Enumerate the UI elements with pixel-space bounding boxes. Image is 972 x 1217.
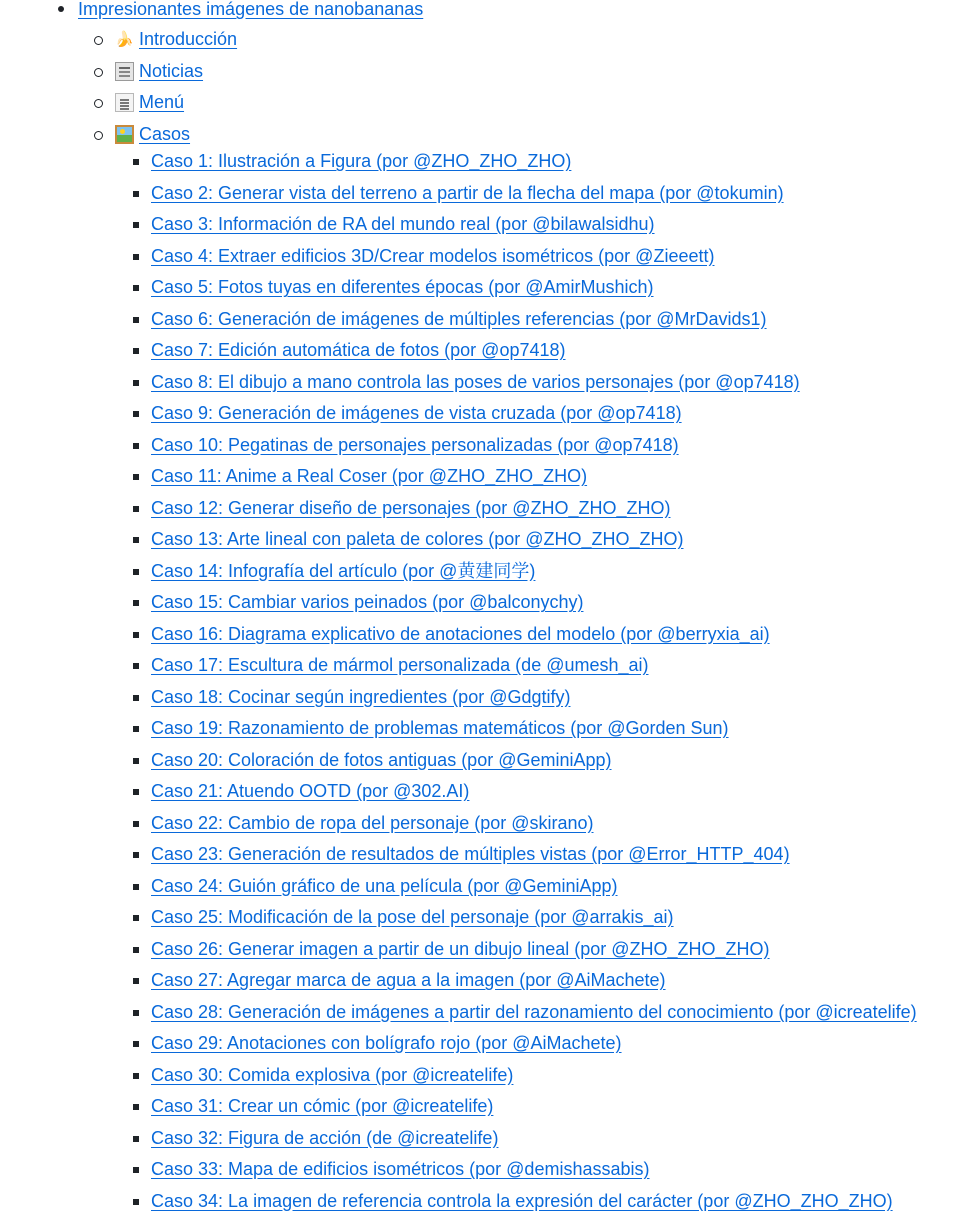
case-list-item [115, 808, 972, 840]
case-link[interactable]: Caso 4: Extraer edificios 3D/Crear modelos isométricos (por @Zieeett) [151, 246, 714, 266]
case-link[interactable]: Caso 7: Edición automática de fotos (por @op7418) [151, 340, 566, 360]
case-link[interactable]: Caso 16: Diagrama explicativo de anotaciones del modelo (por @berryxia_ai) [151, 624, 770, 644]
square-bullet-icon [133, 380, 139, 386]
case-link[interactable]: Caso 25: Modificación de la pose del personaje (por @arrakis_ai) [151, 907, 674, 927]
case-list-item [115, 871, 972, 903]
toc-section-link-3[interactable]: Casos [139, 119, 190, 151]
square-bullet-icon [133, 852, 139, 858]
toc-section-item [78, 56, 972, 88]
toc-section-row [115, 24, 972, 56]
case-list-item [115, 398, 972, 430]
square-bullet-icon [133, 758, 139, 764]
case-list-item [115, 1060, 972, 1092]
case-link[interactable]: Caso 29: Anotaciones con bolígrafo rojo (por @AiMachete) [151, 1033, 622, 1053]
case-list-item [115, 178, 972, 210]
square-bullet-icon [133, 1104, 139, 1110]
case-link[interactable]: Caso 21: Atuendo OOTD (por @302.AI) [151, 781, 469, 801]
toc-section-item [78, 24, 972, 56]
square-bullet-icon [133, 947, 139, 953]
square-bullet-icon [133, 1167, 139, 1173]
case-list-item [115, 650, 972, 682]
case-link[interactable]: Caso 23: Generación de resultados de múltiples vistas (por @Error_HTTP_404) [151, 844, 790, 864]
case-link[interactable]: Caso 13: Arte lineal con paleta de colores (por @ZHO_ZHO_ZHO) [151, 529, 684, 549]
square-bullet-icon [133, 1136, 139, 1142]
square-bullet-icon [133, 600, 139, 606]
case-link[interactable]: Caso 30: Comida explosiva (por @icreatelife) [151, 1065, 513, 1085]
square-bullet-icon [133, 915, 139, 921]
toc-title-link[interactable]: Impresionantes imágenes de nanobananas [78, 0, 423, 19]
case-list-item [115, 304, 972, 336]
circle-bullet-icon [94, 131, 103, 140]
toc-section-item [78, 119, 972, 1217]
case-link[interactable]: Caso 11: Anime a Real Coser (por @ZHO_ZHO_ZHO) [151, 466, 587, 486]
disc-bullet-icon [58, 6, 64, 12]
square-bullet-icon [133, 285, 139, 291]
case-list-item [115, 430, 972, 462]
square-bullet-icon [133, 191, 139, 197]
case-link[interactable]: Caso 6: Generación de imágenes de múltiples referencias (por @MrDavids1) [151, 309, 767, 329]
square-bullet-icon [133, 726, 139, 732]
case-list-item [115, 587, 972, 619]
toc-section-link-1[interactable]: Noticias [139, 56, 203, 88]
square-bullet-icon [133, 348, 139, 354]
square-bullet-icon [133, 978, 139, 984]
case-link[interactable]: Caso 26: Generar imagen a partir de un dibujo lineal (por @ZHO_ZHO_ZHO) [151, 939, 770, 959]
toc-section-link-0[interactable]: Introducción [139, 24, 237, 56]
case-list-item [115, 713, 972, 745]
case-link[interactable]: Caso 28: Generación de imágenes a partir del razonamiento del conocimiento (por @icreatelife) [151, 1002, 917, 1022]
case-link[interactable]: Caso 22: Cambio de ropa del personaje (por @skirano) [151, 813, 594, 833]
case-list-item [115, 965, 972, 997]
square-bullet-icon [133, 1073, 139, 1079]
square-bullet-icon [133, 1199, 139, 1205]
square-bullet-icon [133, 695, 139, 701]
square-bullet-icon [133, 884, 139, 890]
case-link[interactable]: Caso 10: Pegatinas de personajes personalizadas (por @op7418) [151, 435, 679, 455]
case-link[interactable]: Caso 3: Información de RA del mundo real (por @bilawalsidhu) [151, 214, 655, 234]
case-link[interactable]: Caso 15: Cambiar varios peinados (por @balconychy) [151, 592, 583, 612]
circle-bullet-icon [94, 68, 103, 77]
case-link[interactable]: Caso 32: Figura de acción (de @icreatelife) [151, 1128, 498, 1148]
square-bullet-icon [133, 254, 139, 260]
square-bullet-icon [133, 663, 139, 669]
square-bullet-icon [133, 569, 139, 575]
case-list-item [115, 902, 972, 934]
case-link[interactable]: Caso 5: Fotos tuyas en diferentes épocas (por @AmirMushich) [151, 277, 654, 297]
toc-section-item [78, 87, 972, 119]
cases-list [115, 146, 972, 1217]
square-bullet-icon [133, 506, 139, 512]
square-bullet-icon [133, 821, 139, 827]
square-bullet-icon [133, 1010, 139, 1016]
case-list-item [115, 493, 972, 525]
case-list-item [115, 839, 972, 871]
newspaper-icon [115, 62, 134, 81]
square-bullet-icon [133, 632, 139, 638]
case-link[interactable]: Caso 14: Infografía del artículo (por @黄建同学) [151, 561, 535, 581]
case-link[interactable]: Caso 24: Guión gráfico de una película (por @GeminiApp) [151, 876, 618, 896]
case-list-item [115, 1154, 972, 1186]
banana-icon: 🍌 [115, 30, 134, 49]
case-list-item [115, 682, 972, 714]
case-link[interactable]: Caso 8: El dibujo a mano controla las poses de varios personajes (por @op7418) [151, 372, 800, 392]
case-list-item [115, 745, 972, 777]
circle-bullet-icon [94, 36, 103, 45]
case-list-item [115, 934, 972, 966]
square-bullet-icon [133, 411, 139, 417]
square-bullet-icon [133, 222, 139, 228]
case-link[interactable]: Caso 2: Generar vista del terreno a partir de la flecha del mapa (por @tokumin) [151, 183, 784, 203]
case-link[interactable]: Caso 33: Mapa de edificios isométricos (por @demishassabis) [151, 1159, 649, 1179]
case-list-item [115, 1091, 972, 1123]
case-list-item [115, 524, 972, 556]
picture-icon [115, 125, 134, 144]
menu-icon [115, 93, 134, 112]
square-bullet-icon [133, 1041, 139, 1047]
circle-bullet-icon [94, 99, 103, 108]
toc-section-row [115, 56, 972, 88]
case-list-item [115, 556, 972, 588]
case-link[interactable]: Caso 20: Coloración de fotos antiguas (por @GeminiApp) [151, 750, 612, 770]
toc-sections-list [78, 24, 972, 1217]
case-list-item [115, 1123, 972, 1155]
case-list-item [115, 335, 972, 367]
case-list-item [115, 776, 972, 808]
case-list-item [115, 209, 972, 241]
case-list-item [115, 1186, 972, 1217]
case-link[interactable]: Caso 9: Generación de imágenes de vista cruzada (por @op7418) [151, 403, 682, 423]
case-list-item [115, 1028, 972, 1060]
square-bullet-icon [133, 474, 139, 480]
square-bullet-icon [133, 537, 139, 543]
square-bullet-icon [133, 789, 139, 795]
case-link[interactable]: Caso 19: Razonamiento de problemas matemáticos (por @Gorden Sun) [151, 718, 729, 738]
case-link[interactable]: Caso 34: La imagen de referencia controla la expresión del carácter (por @ZHO_ZHO_ZHO) [151, 1191, 893, 1211]
case-link[interactable]: Caso 27: Agregar marca de agua a la imagen (por @AiMachete) [151, 970, 666, 990]
case-list-item [115, 272, 972, 304]
toc-section-link-2[interactable]: Menú [139, 87, 184, 119]
case-link[interactable]: Caso 1: Ilustración a Figura (por @ZHO_ZHO_ZHO) [151, 151, 571, 171]
case-list-item [115, 997, 972, 1029]
case-link[interactable]: Caso 18: Cocinar según ingredientes (por @Gdgtify) [151, 687, 570, 707]
case-list-item [115, 461, 972, 493]
case-list-item [115, 146, 972, 178]
toc-section-row [115, 87, 972, 119]
case-list-item [115, 367, 972, 399]
square-bullet-icon [133, 159, 139, 165]
case-list-item [115, 241, 972, 273]
case-list-item [115, 619, 972, 651]
case-link[interactable]: Caso 17: Escultura de mármol personalizada (de @umesh_ai) [151, 655, 649, 675]
case-link[interactable]: Caso 12: Generar diseño de personajes (por @ZHO_ZHO_ZHO) [151, 498, 671, 518]
square-bullet-icon [133, 317, 139, 323]
case-link[interactable]: Caso 31: Crear un cómic (por @icreatelife) [151, 1096, 493, 1116]
square-bullet-icon [133, 443, 139, 449]
